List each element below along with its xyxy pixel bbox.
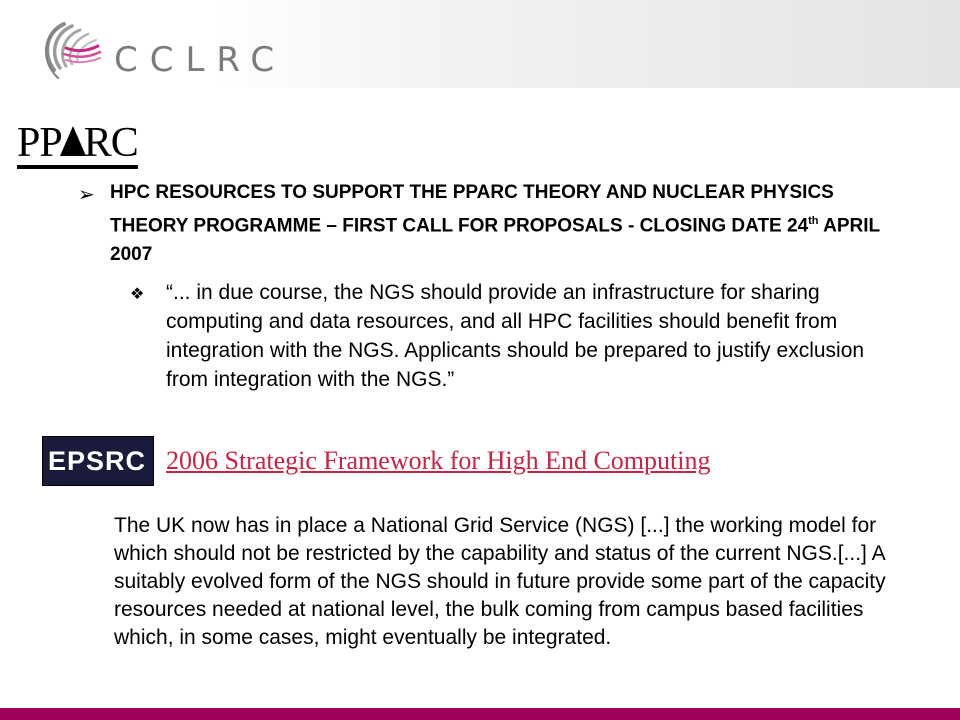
ngs-paragraph: The UK now has in place a National Grid Service (NGS) [...] the working model for which should not be restricted by the capability and status of the current NGS.[...] A suitably evolved form of the NGS should in future provide some part of the capacity resources needed at national level, the bulk coming from campus based facilities which, in some cases, might eventually be integrated. xyxy=(114,514,886,649)
diamond-bullet-icon: ❖ xyxy=(130,286,145,303)
cclrc-swirl-icon xyxy=(36,18,106,84)
pparc-logo xyxy=(17,122,138,169)
epsrc-logo xyxy=(42,436,154,486)
pparc-quote: “... in due course, the NGS should provide an infrastructure for sharing computing and data resources, and all HPC facilities should benefit from integration with the NGS. Applicants should be prepared to justify exclusion from integration with the NGS.” xyxy=(166,281,865,391)
pparc-logo-triangle-icon xyxy=(60,126,86,156)
section-heading xyxy=(110,178,910,269)
pparc-logo-left: PP xyxy=(17,120,62,166)
header-band xyxy=(0,0,960,88)
strategic-framework-link[interactable]: 2006 Strategic Framework for High End Computing xyxy=(166,446,711,475)
arrow-bullet-icon: ➢ xyxy=(78,184,95,206)
footer-band xyxy=(0,708,960,720)
heading-main: HPC RESOURCES TO SUPPORT THE PPARC THEORY AND NUCLEAR PHYSICS THEORY PROGRAMME – FIRST CALL FOR PROPOSALS - CLOSING DATE 24 xyxy=(110,182,834,237)
cclrc-wordmark: CCLRC xyxy=(114,40,287,80)
pparc-logo-right: RC xyxy=(83,120,138,166)
heading-end: APRIL 2007 xyxy=(110,215,880,266)
heading-superscript: th xyxy=(808,215,819,227)
epsrc-logo-text: EPSRC xyxy=(48,446,147,476)
